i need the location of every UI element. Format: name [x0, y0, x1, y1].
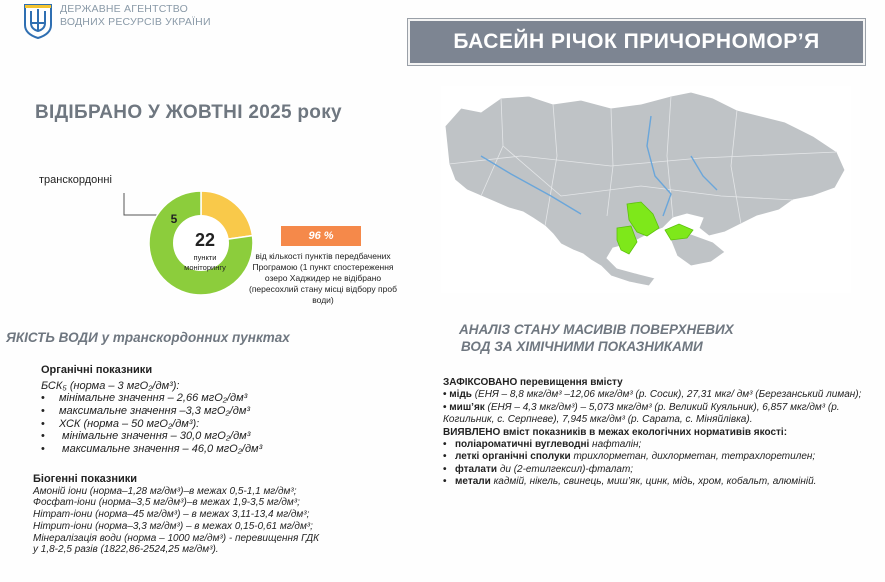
- transboundary-value: 5: [170, 212, 178, 226]
- item-text: трихлорметан, дихлорметан, тетрахлоретилен;: [570, 451, 816, 463]
- bullet: •: [443, 463, 447, 475]
- arsenic-text: (ЕНЯ – 4,3 мкг/дм³) – 5,073 мкг/дм³ (р. Великий Куяльник), 6,857 мкг/дм³ (р. Когильник, с. Серпневе), 7,945 мкг/дм³ (р. Сарата, с. Міняйлівка).: [443, 401, 840, 426]
- bullet: •: [443, 451, 447, 463]
- organic-title: Органічні показники: [41, 364, 153, 376]
- bullet: •: [443, 476, 447, 488]
- agency-logo: [22, 3, 211, 39]
- trident-emblem-icon: [22, 3, 54, 39]
- item-text: кадмій, нікель, свинець, миш’як, цинк, мідь, хром, кобальт, алюміній.: [490, 476, 817, 488]
- item-name: поліароматичні вуглеводні: [455, 439, 590, 451]
- bullet: •: [41, 392, 45, 405]
- total-points-value: 22: [194, 230, 216, 250]
- biogenic-row: Фосфат-іони (норма–3,5 мг/дм³)–в межах 1,9-3,5 мг/дм³;: [33, 497, 300, 509]
- within-norm-title: ВИЯВЛЕНО вміст показників в межах екологічних нормативів якості:: [443, 426, 788, 438]
- biogenic-row: Амоній іони (норма–1,28 мг/дм³)–в межах 0,5-1,1 мг/дм³;: [33, 485, 297, 497]
- arsenic-name: миш’як: [449, 401, 485, 413]
- organic-row: [41, 443, 262, 456]
- within-norm-item: [443, 464, 863, 476]
- agency-name-line2: ВОДНИХ РЕСУРСІВ УКРАЇНИ: [60, 16, 211, 28]
- item-text: нафталін;: [589, 439, 642, 451]
- within-norm-item: [443, 439, 863, 451]
- organic-indicators: [41, 364, 262, 456]
- organic-row-text: мінімальне значення – 2,66 мгО₂/дм³: [59, 392, 248, 405]
- bullet: •: [41, 417, 45, 430]
- item-name: фталати: [455, 463, 498, 475]
- program-note: від кількості пунктів передбачених Програмою (1 пункт спостереження озеро Хаджидер не відібрано (пересохлий стану місці відбору проб води): [249, 251, 397, 305]
- total-points-label-2: моніторингу: [184, 263, 226, 272]
- organic-row-text: максимальне значення – 46,0 мгО₂/дм³: [59, 443, 263, 456]
- biogenic-indicators: [33, 473, 319, 556]
- organic-row: [41, 405, 262, 418]
- copper-text: (ЕНЯ – 8,8 мкг/дм³ –12,06 мкг/дм³ (р. Сосик), 27,31 мкг/ дм³ (Березанський лиман);: [471, 389, 862, 401]
- organic-row-text: ХСК (норма – 50 мгО₂/дм³):: [59, 417, 200, 430]
- monitoring-points-donut: [148, 190, 254, 296]
- bullet: •: [41, 404, 45, 417]
- arsenic-row: • миш’як (ЕНЯ – 4,3 мкг/дм³) – 5,073 мкг/дм³ (р. Великий Куяльник), 6,857 мкг/дм³ (р. Когильник, с. Серпневе), 7,945 мкг/дм³ (р. Сарата, с. Міняйлівка).: [443, 401, 840, 426]
- within-norm-item: [443, 451, 863, 463]
- bullet: •: [41, 443, 45, 456]
- page-banner-title: БАСЕЙН РІЧОК ПРИЧОРНОМОР’Я: [408, 19, 865, 65]
- exceed-title: ЗАФІКСОВАНО перевищення вмісту: [443, 377, 623, 388]
- within-norm-item: [443, 476, 863, 488]
- organic-row: [41, 430, 262, 443]
- copper-name: мідь: [449, 389, 472, 401]
- total-points-label-1: пункти: [193, 253, 217, 262]
- water-quality-title: ЯКІСТЬ ВОДИ у транскордонних пунктах: [6, 330, 290, 345]
- organic-row-text: БСК₅ (норма – 3 мгО₂/дм³):: [41, 379, 180, 392]
- percent-badge: 96 %: [281, 226, 361, 246]
- ukraine-basin-map: [441, 86, 851, 293]
- item-name: леткі органічні сполуки: [455, 451, 571, 463]
- analysis-title-line1: АНАЛІЗ СТАНУ МАСИВІВ ПОВЕРХНЕВИХ: [459, 322, 734, 337]
- item-name: метали: [455, 476, 491, 488]
- organic-row-text: максимальне значення –3,3 мгО₂/дм³: [59, 404, 251, 417]
- agency-name-line1: ДЕРЖАВНЕ АГЕНТСТВО: [60, 3, 188, 15]
- analysis-title: [459, 321, 734, 355]
- transboundary-label: транскордонні: [39, 174, 112, 186]
- biogenic-title: Біогенні показники: [33, 473, 138, 485]
- page-title: ВІДІБРАНО У ЖОВТНІ 2025 року: [35, 102, 342, 123]
- bullet: •: [41, 430, 45, 443]
- organic-row: [41, 380, 262, 393]
- analysis-title-line2: ВОД ЗА ХІМІЧНИМИ ПОКАЗНИКАМИ: [461, 339, 703, 354]
- biogenic-row: Нітрит-іони (норма–3,3 мг/дм³) – в межах 0,15-0,61 мг/дм³;: [33, 520, 313, 532]
- item-text: ди (2-етилгексил)-фталат;: [497, 463, 634, 475]
- organic-row: [41, 392, 262, 405]
- copper-row: • мідь (ЕНЯ – 8,8 мкг/дм³ –12,06 мкг/дм³ (р. Сосик), 27,31 мкг/ дм³ (Березанський лиман);: [443, 389, 862, 401]
- biogenic-row: у 1,8-2,5 разів (1822,86-2524,25 мг/дм³).: [33, 544, 219, 556]
- analysis-body: [443, 377, 863, 489]
- bullet: •: [443, 439, 447, 451]
- organic-row: [41, 418, 262, 431]
- biogenic-row: Нітрат-іони (норма–45 мг/дм³) – в межах 3,11-13,4 мг/дм³;: [33, 509, 310, 521]
- organic-row-text: мінімальне значення – 30,0 мгО₂/дм³: [59, 430, 251, 443]
- biogenic-row: Мінералізація води (норма – 1000 мг/дм³) - перевищення ГДК: [33, 532, 320, 544]
